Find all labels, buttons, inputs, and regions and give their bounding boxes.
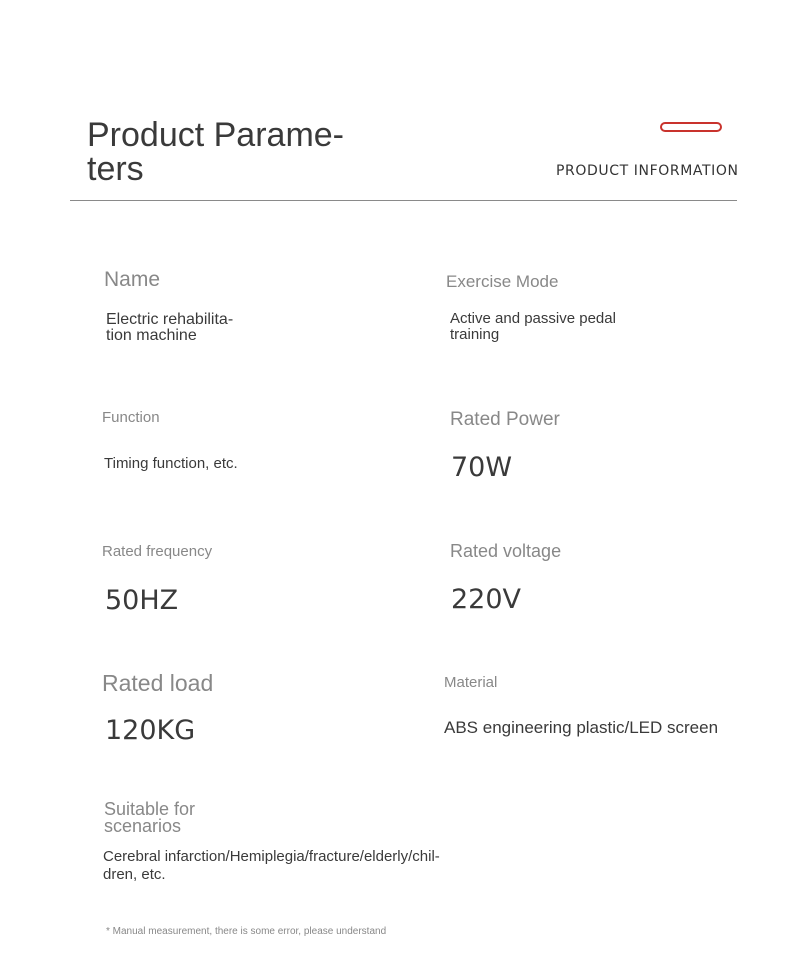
material-label: Material [444,674,498,691]
rated-load-value: 120KG [105,715,196,746]
rated-voltage-value: 220V [451,584,522,615]
exercise-mode-label: Exercise Mode [446,272,559,291]
scenarios-value-line1: Cerebral infarction/Hemiplegia/fracture/elderly/chil- [103,848,440,865]
page-title-line2: ters [87,150,144,188]
exercise-mode-value [450,311,616,343]
scenarios-label-line2: scenarios [104,816,182,836]
exercise-mode-value-line2: training [450,326,500,343]
scenarios-label-line1: Suitable for [104,799,196,819]
page-title [87,118,377,186]
rated-power-label: Rated Power [450,409,560,430]
name-value-line2: tion machine [106,327,197,344]
name-value [106,312,233,344]
section-subtitle: PRODUCT INFORMATION [556,163,739,179]
function-label: Function [102,409,160,426]
name-value-line1: Electric rehabilita- [106,311,234,328]
header-divider [70,200,737,201]
scenarios-value [103,848,440,884]
exercise-mode-value-line1: Active and passive pedal [450,310,616,327]
rated-frequency-label: Rated frequency [102,543,213,560]
scenarios-label [104,801,195,835]
name-label: Name [104,268,161,291]
page-title-line1: Product Parame- [87,116,344,154]
rated-load-label: Rated load [102,670,214,696]
material-value: ABS engineering plastic/LED screen [444,718,719,737]
rated-voltage-label: Rated voltage [450,541,562,561]
footnote: * Manual measurement, there is some error, please understand [106,926,387,937]
accent-pill-decoration [660,122,722,132]
rated-frequency-value: 50HZ [105,585,179,616]
function-value: Timing function, etc. [104,455,238,472]
scenarios-value-line2: dren, etc. [103,866,166,883]
rated-power-value: 70W [451,452,513,483]
